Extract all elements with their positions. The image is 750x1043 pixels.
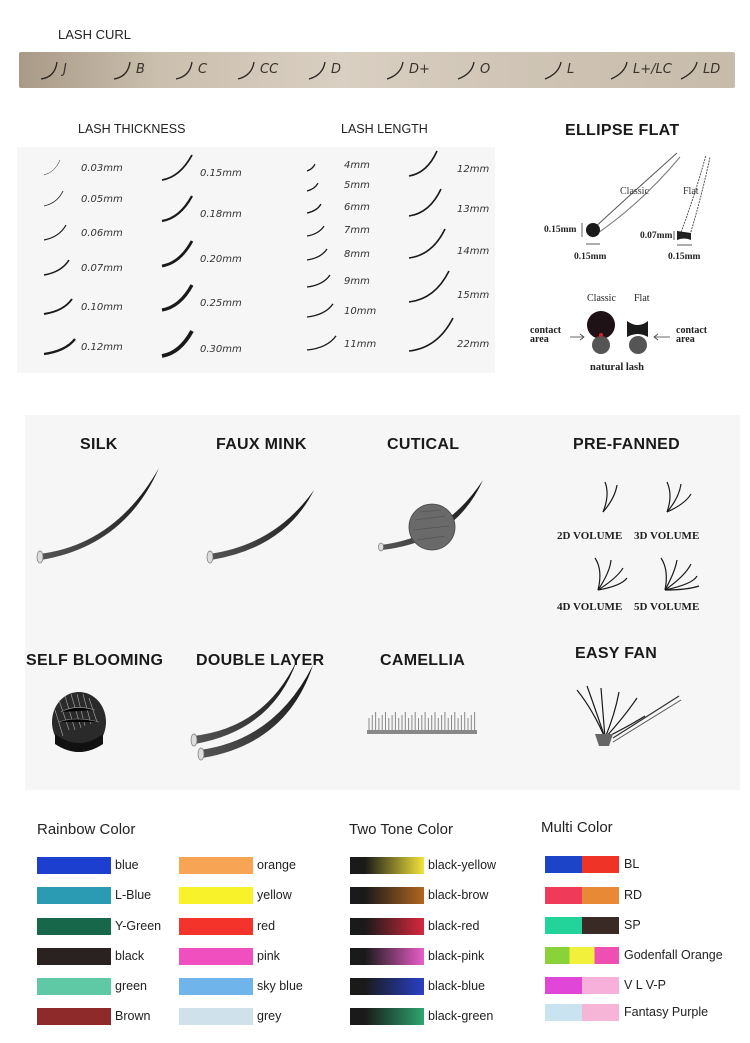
length-left-7: 11mm (344, 339, 377, 350)
length-lash (307, 226, 324, 236)
two-tone-swatch (350, 887, 424, 904)
silk-title: SILK (80, 436, 118, 453)
curl-label-5: D+ (409, 62, 430, 77)
ellipse-flat-title: ELLIPSE FLAT (565, 122, 680, 139)
length-lash (409, 229, 445, 258)
two-tone-label: black-brow (428, 888, 489, 902)
rainbow-label: red (257, 919, 276, 933)
multi-label: Godenfall Orange (624, 948, 723, 962)
thickness-right-3: 0.25mm (200, 298, 242, 309)
thickness-lash (162, 241, 192, 266)
faux-mink-title: FAUX MINK (216, 436, 307, 453)
two-tone-swatch (350, 918, 424, 935)
length-left-0: 4mm (344, 160, 370, 171)
thickness-left-3: 0.07mm (81, 263, 123, 274)
length-lash (307, 275, 330, 287)
length-lash (409, 189, 441, 216)
rainbow-swatch (179, 978, 253, 995)
length-lash (409, 271, 449, 302)
length-right-3: 15mm (457, 290, 490, 301)
rainbow-label: Brown (115, 1009, 151, 1023)
multi-swatch (545, 887, 619, 904)
thickness-right-0: 0.15mm (200, 168, 242, 179)
thickness-right-4: 0.30mm (200, 344, 242, 355)
cutical-title: CUTICAL (387, 436, 460, 453)
length-left-5: 9mm (344, 276, 370, 287)
multi-color-title: Multi Color (541, 819, 613, 836)
curl-label-4: D (331, 62, 342, 77)
rainbow-swatch (37, 857, 111, 874)
ellipse-dim-3: 0.07mm (640, 231, 673, 241)
rainbow-label: Y-Green (115, 919, 162, 933)
multi-swatch (545, 856, 619, 873)
pre-fanned-title: PRE-FANNED (573, 436, 681, 453)
length-lash (307, 336, 336, 350)
multi-label: BL (624, 857, 640, 871)
multi-label: V L V-P (624, 978, 666, 992)
length-right-4: 22mm (457, 339, 490, 350)
ellipse-flat-label: Flat (683, 186, 699, 197)
rainbow-label: blue (115, 858, 139, 872)
thickness-lash (162, 155, 192, 180)
two-tone-swatch (350, 948, 424, 965)
ellipse-classic-label: Classic (620, 186, 649, 197)
rainbow-swatch (37, 1008, 111, 1025)
rainbow-swatch (179, 857, 253, 874)
multi-swatch (545, 977, 619, 994)
length-left-2: 6mm (344, 202, 370, 213)
multi-swatch (545, 1004, 619, 1021)
multi-label: Fantasy Purple (624, 1005, 709, 1019)
length-lash (409, 318, 453, 351)
volume-2d-label: 2D VOLUME (557, 530, 623, 542)
curl-label-6: O (480, 62, 491, 77)
two-tone-swatch (350, 857, 424, 874)
contact-area-right: contact area (676, 325, 708, 345)
two-tone-swatch (350, 1008, 424, 1025)
rainbow-label: L-Blue (115, 888, 152, 902)
thickness-lash (162, 196, 192, 221)
thickness-left-0: 0.03mm (81, 163, 123, 174)
length-left-1: 5mm (344, 180, 370, 191)
length-left-4: 8mm (344, 249, 370, 260)
length-left-6: 10mm (344, 306, 377, 317)
rainbow-label: yellow (257, 888, 292, 902)
volume-3d-label: 3D VOLUME (634, 530, 700, 542)
thickness-lash (162, 331, 192, 356)
two-tone-label: black-yellow (428, 858, 497, 872)
double-layer-title: DOUBLE LAYER (196, 652, 325, 669)
ellipse-dim-2: 0.15mm (574, 252, 607, 262)
volume-4d-label: 4D VOLUME (557, 601, 623, 613)
length-lash (307, 204, 321, 213)
two-tone-color-title: Two Tone Color (349, 821, 453, 838)
thickness-right-2: 0.20mm (200, 254, 242, 265)
thickness-lash (44, 260, 69, 275)
length-lash (307, 249, 327, 260)
curl-label-0: J (63, 62, 67, 77)
length-left-3: 7mm (344, 225, 370, 236)
curl-label-8: L+/LC (633, 62, 672, 77)
rainbow-label: orange (257, 858, 296, 872)
ellipse-dim-1: 0.15mm (544, 225, 577, 235)
thickness-right-1: 0.18mm (200, 209, 242, 220)
length-right-0: 12mm (457, 164, 490, 175)
length-lash (307, 183, 318, 191)
multi-swatch (545, 917, 619, 934)
curl-label-1: B (136, 62, 145, 77)
thickness-lash (162, 285, 192, 310)
natural-classic-label: Classic (587, 293, 616, 304)
rainbow-swatch (37, 918, 111, 935)
easy-fan-title: EASY FAN (575, 645, 658, 662)
lash-type-illustrations (25, 460, 740, 790)
rainbow-swatch (37, 948, 111, 965)
contact-area-left: contact area (530, 325, 562, 345)
length-title: LASH LENGTH (341, 122, 428, 136)
two-tone-swatch (350, 978, 424, 995)
ellipse-diagram (520, 145, 750, 380)
lash-curl-title: LASH CURL (58, 27, 131, 42)
curl-label-9: LD (703, 62, 721, 77)
rainbow-label: black (115, 949, 145, 963)
thickness-lash (44, 225, 66, 240)
two-tone-label: black-pink (428, 949, 485, 963)
thickness-lash (44, 160, 60, 175)
natural-flat-label: Flat (634, 293, 650, 304)
rainbow-label: sky blue (257, 979, 303, 993)
camellia-title: CAMELLIA (380, 652, 466, 669)
curl-label-7: L (567, 62, 575, 77)
rainbow-swatch (179, 1008, 253, 1025)
thickness-title: LASH THICKNESS (78, 122, 186, 136)
multi-swatch (545, 947, 619, 964)
two-tone-label: black-blue (428, 979, 485, 993)
thickness-left-2: 0.06mm (81, 228, 123, 239)
ellipse-dim-4: 0.15mm (668, 252, 701, 262)
rainbow-label: pink (257, 949, 280, 963)
rainbow-color-title: Rainbow Color (37, 821, 136, 838)
thickness-lash (44, 191, 63, 206)
length-right-1: 13mm (457, 204, 490, 215)
length-lash (307, 164, 315, 171)
thickness-left-5: 0.12mm (81, 342, 123, 353)
thickness-left-1: 0.05mm (81, 194, 123, 205)
self-blooming-title: SELF BLOOMING (26, 652, 164, 669)
rainbow-label: green (115, 979, 147, 993)
thickness-lash (44, 339, 75, 354)
rainbow-swatch (179, 887, 253, 904)
rainbow-label: grey (257, 1009, 282, 1023)
rainbow-swatch (37, 978, 111, 995)
thickness-lash (44, 299, 72, 314)
two-tone-label: black-green (428, 1009, 494, 1023)
length-right-2: 14mm (457, 246, 490, 257)
rainbow-swatch (179, 948, 253, 965)
length-lash (409, 151, 437, 176)
thickness-left-4: 0.10mm (81, 302, 123, 313)
natural-lash-label: natural lash (590, 362, 644, 373)
rainbow-swatch (179, 918, 253, 935)
curl-label-3: CC (260, 62, 279, 77)
two-tone-label: black-red (428, 919, 480, 933)
length-lash (307, 304, 333, 317)
multi-label: RD (624, 888, 643, 902)
rainbow-swatch (37, 887, 111, 904)
volume-5d-label: 5D VOLUME (634, 601, 700, 613)
multi-label: SP (624, 918, 641, 932)
curl-label-2: C (198, 62, 208, 77)
